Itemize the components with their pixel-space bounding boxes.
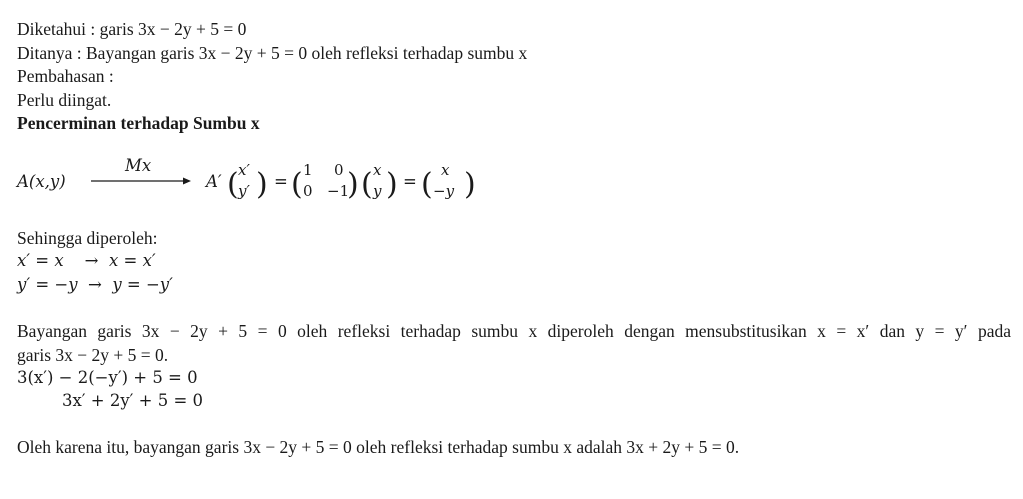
known-line: Diketahui : garis 3x − 2y + 5 = 0 [17,19,247,39]
conclusion-line: Oleh karena itu, bayangan garis 3x − 2y + 5 = 0 oleh refleksi terhadap sumbu x adalah 3x + 2y + 5 = 0. [17,437,740,457]
reflection-formula-svg [17,150,497,210]
col2-top: x [373,161,382,179]
col3-bottom: −y [433,182,455,200]
equals-2: = [403,172,417,191]
image-label: A′ [206,172,222,191]
matrix-b: 0 [334,161,344,179]
arrow-head [183,178,191,185]
equals-1: = [274,172,288,191]
paren-close-4: ) [464,167,476,202]
remember-line: Perlu diingat. [17,90,112,110]
matrix-c: 0 [303,182,313,200]
paren-open-3: ( [361,167,373,202]
paren-close-1: ) [256,167,268,202]
equation-1: 3(x′) − 2(−y′) + 5 = 0 [17,368,198,387]
matrix-a: 1 [303,161,313,179]
col1-bottom: y′ [238,182,250,200]
step-1: x′ = x → x = x′ [17,251,156,270]
matrix-d: −1 [327,182,350,200]
col1-top: x′ [238,161,250,179]
paren-open-2: ( [291,167,303,202]
transform-label: Mx [125,156,152,175]
section-heading: Pencerminan terhadap Sumbu x [17,113,260,133]
paren-open-1: ( [227,167,239,202]
paren-close-3: ) [386,167,398,202]
paren-close-2: ) [347,167,359,202]
obtained-line: Sehingga diperoleh: [17,228,158,248]
col2-bottom: y [373,182,382,200]
equation-2: 3x′ + 2y′ + 5 = 0 [62,391,204,410]
paren-open-4: ( [421,167,433,202]
point-label: A(x,y) [17,172,66,191]
paragraph-line-2: garis 3x − 2y + 5 = 0. [17,345,169,365]
col3-top: x [441,161,450,179]
asked-line: Ditanya : Bayangan garis 3x − 2y + 5 = 0 oleh refleksi terhadap sumbu x [17,43,528,63]
paragraph-line-1: Bayangan garis 3x − 2y + 5 = 0 oleh refleksi terhadap sumbu x diperoleh dengan mensubstitusikan x = x′ dan y = y′ pada [17,321,1011,341]
reflection-formula [17,150,497,210]
step-2: y′ = −y → y = −y′ [17,275,173,294]
discussion-label: Pembahasan : [17,66,114,86]
